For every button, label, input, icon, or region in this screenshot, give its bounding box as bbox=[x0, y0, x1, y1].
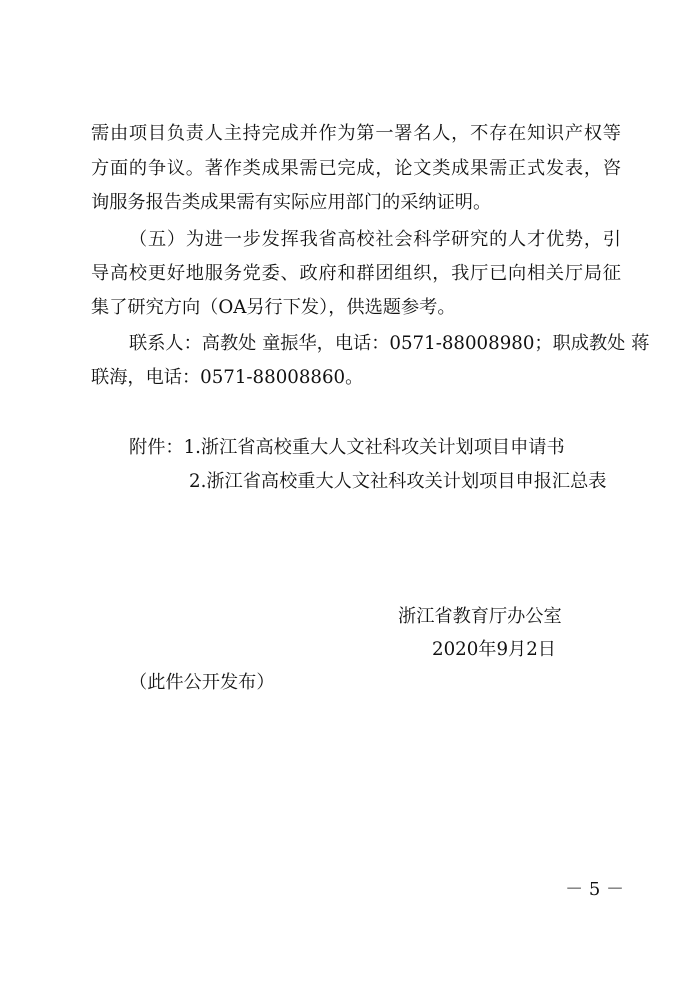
contact-line-2: 联海，电话：0571-88008860。 bbox=[91, 367, 364, 388]
body-line-3: 询服务报告类成果需有实际应用部门的采纳证明。 bbox=[91, 192, 492, 213]
body-line-4: （五）为进一步发挥我省高校社会科学研究的人才优势，引 bbox=[129, 229, 621, 250]
body-line-6: 集了研究方向（OA另行下发），供选题参考。 bbox=[91, 297, 456, 318]
page-number: － 5 － bbox=[565, 879, 624, 900]
attachments-line-1 bbox=[129, 436, 565, 460]
attachments-label: 附件： bbox=[129, 437, 184, 458]
attachment-item-1: 1.浙江省高校重大人文社科攻关计划项目申请书 bbox=[183, 437, 565, 458]
issue-date: 2020年9月2日 bbox=[432, 639, 556, 660]
body-line-5: 导高校更好地服务党委、政府和群团组织，我厅已向相关厅局征 bbox=[91, 263, 621, 284]
body-line-1: 需由项目负责人主持完成并作为第一署名人，不存在知识产权等 bbox=[91, 123, 621, 144]
contact-line-1: 联系人：高教处 童振华，电话：0571-88008980；职成教处 蒋 bbox=[129, 333, 650, 354]
body-line-2: 方面的争议。著作类成果需已完成，论文类成果需正式发表，咨 bbox=[91, 158, 621, 179]
issuer-name: 浙江省教育厅办公室 bbox=[398, 606, 562, 627]
disclosure-note: （此件公开发布） bbox=[129, 672, 275, 693]
attachment-item-2: 2.浙江省高校重大人文社科攻关计划项目申报汇总表 bbox=[189, 471, 607, 492]
